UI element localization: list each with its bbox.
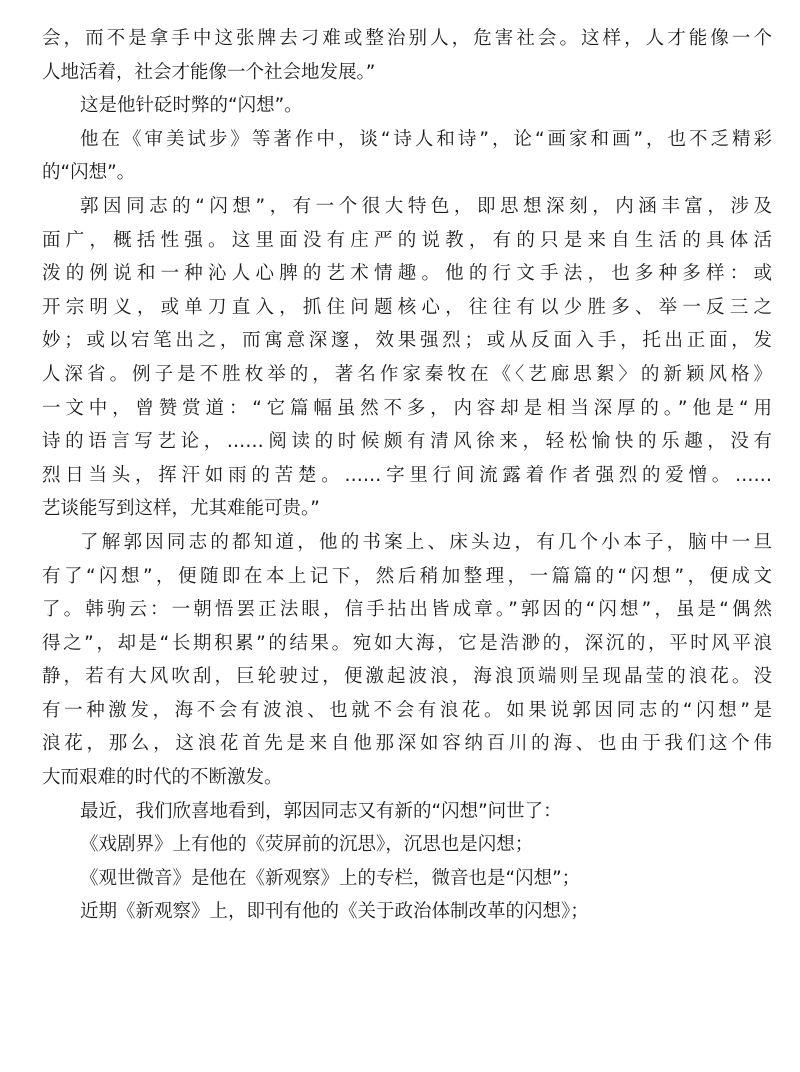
text-line: 大而艰难的时代的不断激发。	[42, 767, 283, 789]
text-line: 会，而不是拿手中这张牌去刁难或整治别人，危害社会。这样，人才能像一个	[42, 28, 772, 49]
paragraph-start-line: 郭因同志的“闪想”，有一个很大特色，即思想深刻，内涵丰富，涉及	[80, 195, 772, 217]
text-line: 诗的语言写艺论，……阅读的时候颇有清风徐来，轻松愉快的乐趣，没有	[42, 431, 772, 453]
text-line: 的“闪想”。	[42, 162, 136, 184]
text-line: 了。韩驹云：一朝悟罢正法眼，信手拈出皆成章。”郭因的“闪想”，虽是“偶然	[42, 599, 772, 621]
text-line: 烈日当头，挥汗如雨的苦楚。……字里行间流露着作者强烈的爱憎。……	[42, 464, 772, 486]
text-line: 开宗明义，或单刀直入，抓住问题核心，往往有以少胜多、举一反三之	[42, 296, 772, 318]
paragraph-start-line: 这是他针砭时弊的“闪想”。	[80, 95, 303, 117]
text-line: 有一种激发，海不会有波浪、也就不会有浪花。如果说郭因同志的“闪想”是	[42, 699, 772, 721]
paragraph-start-line: 《戏剧界》上有他的《荧屏前的沉思》，沉思也是闪想；	[80, 834, 534, 856]
text-line: 泼的例说和一种沁人心脾的艺术情趣。他的行文手法，也多种多样：或	[42, 263, 772, 285]
document-page	[42, 22, 772, 929]
text-line: 浪花，那么，这浪花首先是来自他那深如容纳百川的海、也由于我们这个伟	[42, 733, 772, 755]
text-line: 面广，概括性强。这里面没有庄严的说教，有的只是来自生活的具体活	[42, 229, 772, 251]
text-line: 艺谈能写到这样，尤其难能可贵。”	[42, 498, 320, 520]
paragraph-start-line: 近期《新观察》上，即刊有他的《关于政治体制改革的闪想》；	[80, 901, 589, 923]
text-line: 有了“闪想”，便随即在本上记下，然后稍加整理，一篇篇的“闪想”，便成文	[42, 565, 772, 587]
paragraph-start-line: 《观世微音》是他在《新观察》上的专栏，微音也是“闪想”；	[80, 867, 581, 889]
paragraph-start-line: 了解郭因同志的都知道，他的书案上、床头边，有几个小本子，脑中一旦	[80, 531, 772, 553]
text-line: 人深省。例子是不胜枚举的，著名作家秦牧在《〈艺廊思絮〉的新颖风格》	[42, 363, 772, 385]
paragraph-start-line: 他在《审美试步》等著作中，谈“诗人和诗”，论“画家和画”，也不乏精彩	[80, 128, 772, 150]
text-line: 得之”，却是“长期积累”的结果。宛如大海，它是浩渺的，深沉的，平时风平浪	[42, 632, 772, 654]
text-line: 妙；或以宕笔出之，而寓意深邃，效果强烈；或从反面入手，托出正面，发	[42, 330, 772, 352]
text-line: 静，若有大风吹刮，巨轮驶过，便激起波浪，海浪顶端则呈现晶莹的浪花。没	[42, 666, 772, 688]
text-line: 人地活着，社会才能像一个社会地发展。”	[42, 61, 376, 83]
paragraph-start-line: 最近，我们欣喜地看到，郭因同志又有新的“闪想”问世了：	[80, 800, 562, 822]
text-line: 一文中，曾赞赏道：“它篇幅虽然不多，内容却是相当深厚的。”他是“用	[42, 397, 772, 419]
